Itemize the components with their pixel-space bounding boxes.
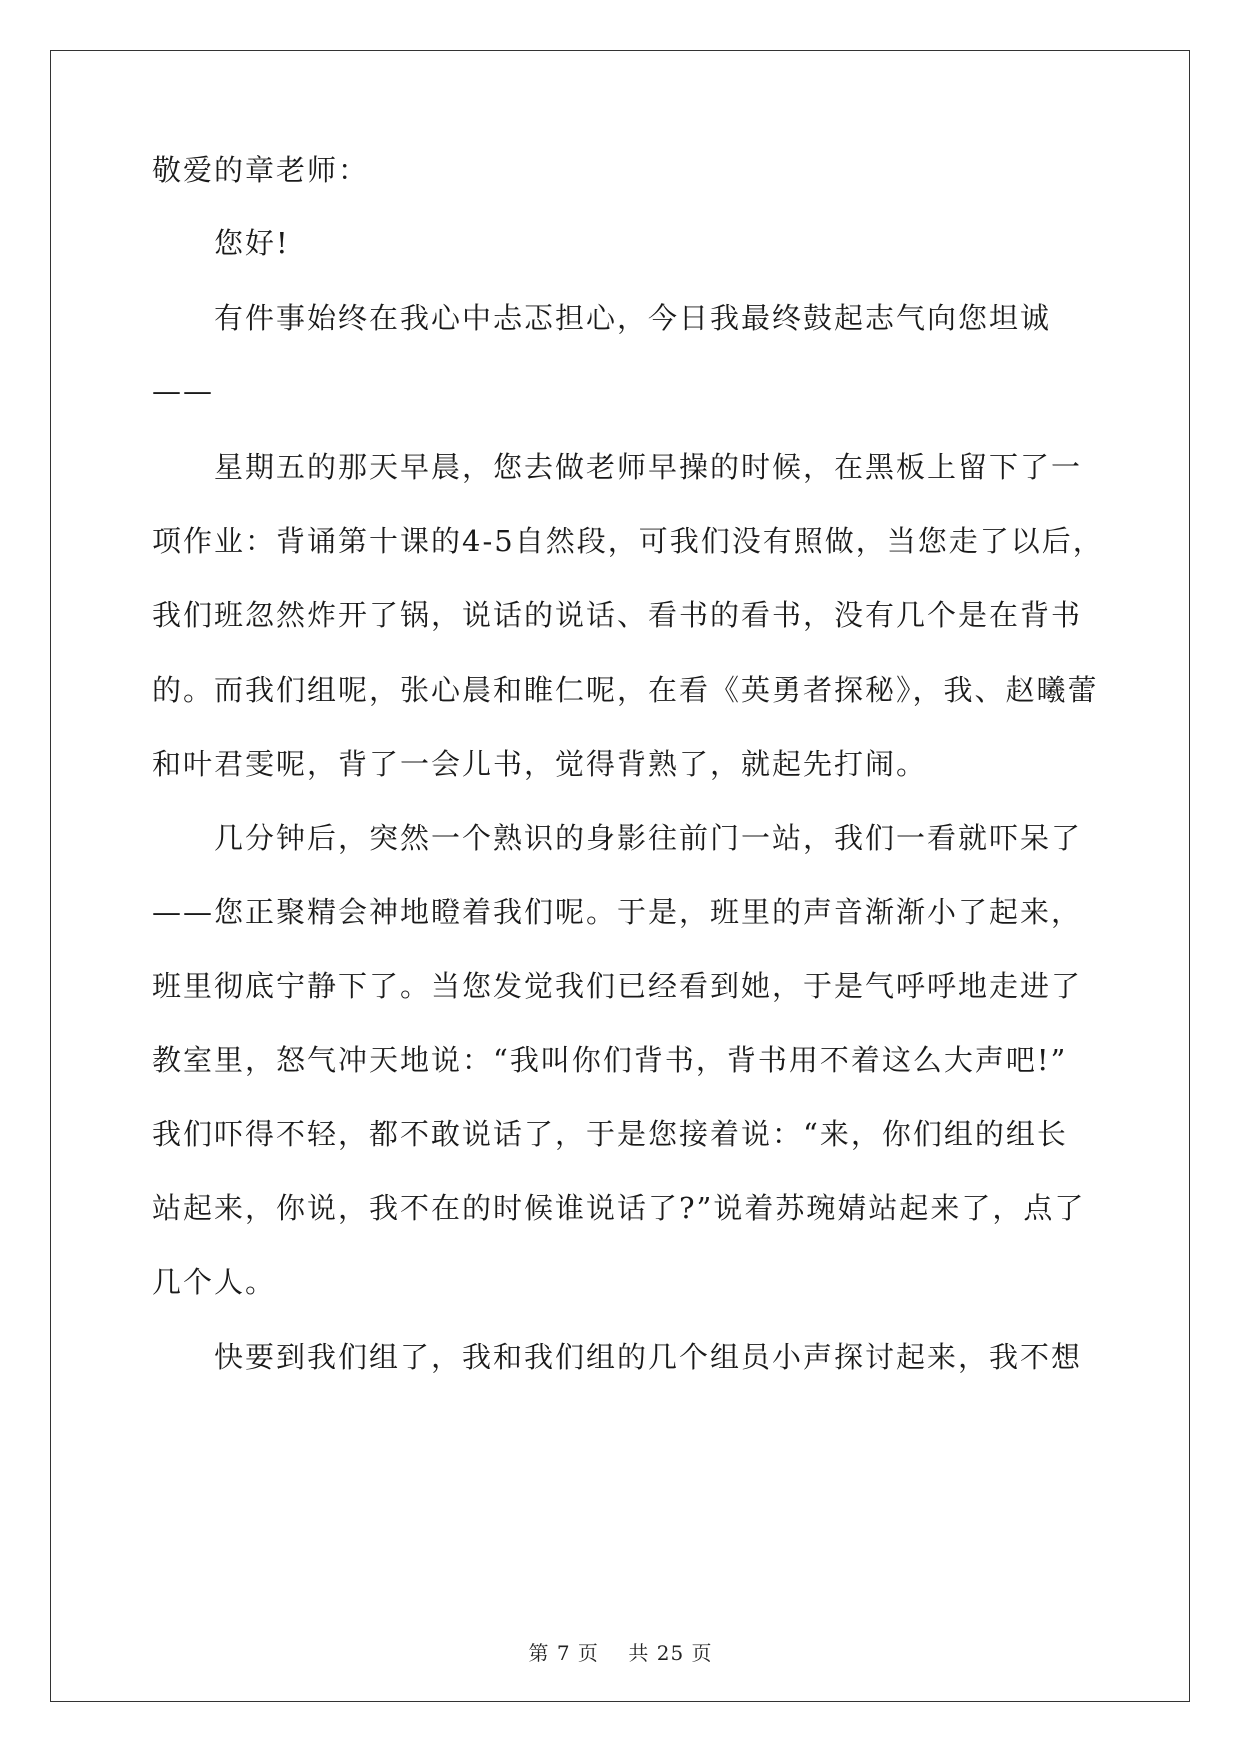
- text-line: 项作业：背诵第十课的4-5自然段，可我们没有照做，当您走了以后，: [152, 524, 1104, 558]
- page-total: 共 25 页: [628, 1641, 713, 1665]
- text-line: 敬爱的章老师：: [152, 153, 370, 187]
- page-footer: [0, 1637, 1241, 1666]
- text-line: 我们吓得不轻，都不敢说话了，于是您接着说：“来，你们组的组长: [152, 1117, 1068, 1151]
- footer-spacer: [599, 1641, 628, 1665]
- text-line: 快要到我们组了，我和我们组的几个组员小声探讨起来，我不想: [152, 1340, 1083, 1374]
- text-line: 教室里，怒气冲天地说：“我叫你们背书，背书用不着这么大声吧!”: [152, 1043, 1068, 1077]
- text-line: 和叶君雯呢，背了一会儿书，觉得背熟了，就起先打闹。: [152, 747, 928, 781]
- text-line: 我们班忽然炸开了锅，说话的说话、看书的看书，没有几个是在背书: [152, 598, 1083, 632]
- text-line: 几个人。: [152, 1265, 277, 1299]
- text-line: 星期五的那天早晨，您去做老师早操的时候，在黑板上留下了一: [152, 450, 1083, 484]
- text-line: 的。而我们组呢，张心晨和睢仁呢，在看《英勇者探秘》，我、赵曦蕾: [152, 673, 1099, 707]
- text-line: 您好!: [152, 226, 290, 260]
- text-line: 班里彻底宁静下了。当您发觉我们已经看到她，于是气呼呼地走进了: [152, 969, 1083, 1003]
- text-line: 几分钟后，突然一个熟识的身影往前门一站，我们一看就吓呆了: [152, 821, 1083, 855]
- text-line: ——您正聚精会神地瞪着我们呢。于是，班里的声音渐渐小了起来，: [152, 895, 1083, 929]
- page-number: 第 7 页: [528, 1641, 599, 1665]
- text-line: 站起来，你说，我不在的时候谁说话了?”说着苏琬婧站起来了，点了: [152, 1191, 1086, 1225]
- text-line: 有件事始终在我心中忐忑担心，今日我最终鼓起志气向您坦诚: [152, 301, 1052, 335]
- text-line: ——: [152, 374, 214, 408]
